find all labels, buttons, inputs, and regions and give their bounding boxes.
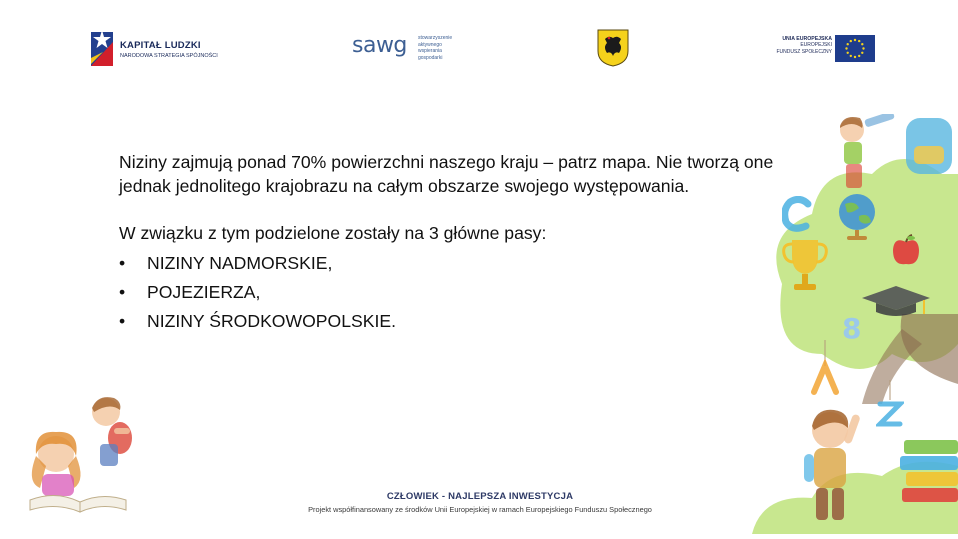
- eu-flag-icon: [835, 35, 875, 62]
- sawg-line: stowarzyszenie: [418, 35, 453, 41]
- graduation-cap-icon: [858, 284, 932, 320]
- bullet: •: [119, 311, 126, 331]
- intro-paragraph: Niziny zajmują ponad 70% powierzchni naszego kraju – patrz mapa. Nie tworzą one jednak jednolitego krajobrazu na całym obszarze swojego występowania.: [119, 152, 774, 196]
- bullet: •: [119, 282, 126, 302]
- globe-icon: [835, 192, 879, 242]
- trophy-icon: [780, 236, 830, 298]
- eu-text: [772, 36, 832, 55]
- books-stack-icon: [898, 434, 958, 506]
- footer: [250, 491, 710, 514]
- list-item: [119, 251, 779, 275]
- kapital-ludzki-emblem-icon: [88, 28, 116, 68]
- hanging-letter-a-icon: [810, 340, 840, 396]
- kapital-ludzki-subtitle: NARODOWA STRATEGIA SPÓJNOŚCI: [120, 53, 218, 59]
- eu-line-2: EUROPEJSKI: [800, 42, 832, 49]
- sawg-line: wspierania: [418, 48, 442, 54]
- sawg-lines: [418, 35, 462, 61]
- apple-icon: [890, 234, 922, 268]
- kapital-ludzki-logo: [88, 28, 228, 72]
- list-item: [119, 280, 779, 304]
- letter-b-icon: [840, 312, 864, 342]
- division-paragraph: W związku z tym podzielone zostały na 3 główne pasy:: [119, 223, 547, 243]
- slide-content: [119, 150, 779, 338]
- region-crest-icon: [597, 29, 629, 67]
- footer-title: CZŁOWIEK - NAJLEPSZA INWESTYCJA: [386, 491, 574, 502]
- kapital-ludzki-title: KAPITAŁ LUDZKI: [120, 40, 201, 51]
- bullet: •: [119, 253, 126, 273]
- sawg-line: gospodarki: [418, 54, 443, 61]
- letters-abc-icon: [782, 196, 812, 232]
- eu-line-1: UNIA EUROPEJSKA: [782, 36, 832, 42]
- list-item: [119, 309, 779, 333]
- belt-list: [119, 251, 779, 333]
- sawg-line: aktywnego: [418, 41, 442, 48]
- eu-logo: [772, 34, 876, 64]
- waving-boy-illustration: [800, 404, 874, 526]
- sawg-wordmark: sawg: [352, 33, 407, 58]
- list-item-text: POJEZIERZA,: [147, 282, 261, 302]
- list-item-text: NIZINY NADMORSKIE,: [147, 253, 333, 273]
- kids-reading-illustration: [22, 392, 142, 520]
- footer-subtitle: Projekt współfinansowany ze środków Unii Europejskiej w ramach Europejskiego Funduszu Społecznego: [308, 505, 652, 514]
- eu-line-3: FUNDUSZ SPOŁECZNY: [776, 48, 832, 55]
- hanging-letter-z-icon: [876, 380, 904, 430]
- svg-text:8: 8: [842, 312, 862, 342]
- sawg-logo: [352, 33, 462, 65]
- list-item-text: NIZINY ŚRODKOWOPOLSKIE.: [147, 311, 396, 331]
